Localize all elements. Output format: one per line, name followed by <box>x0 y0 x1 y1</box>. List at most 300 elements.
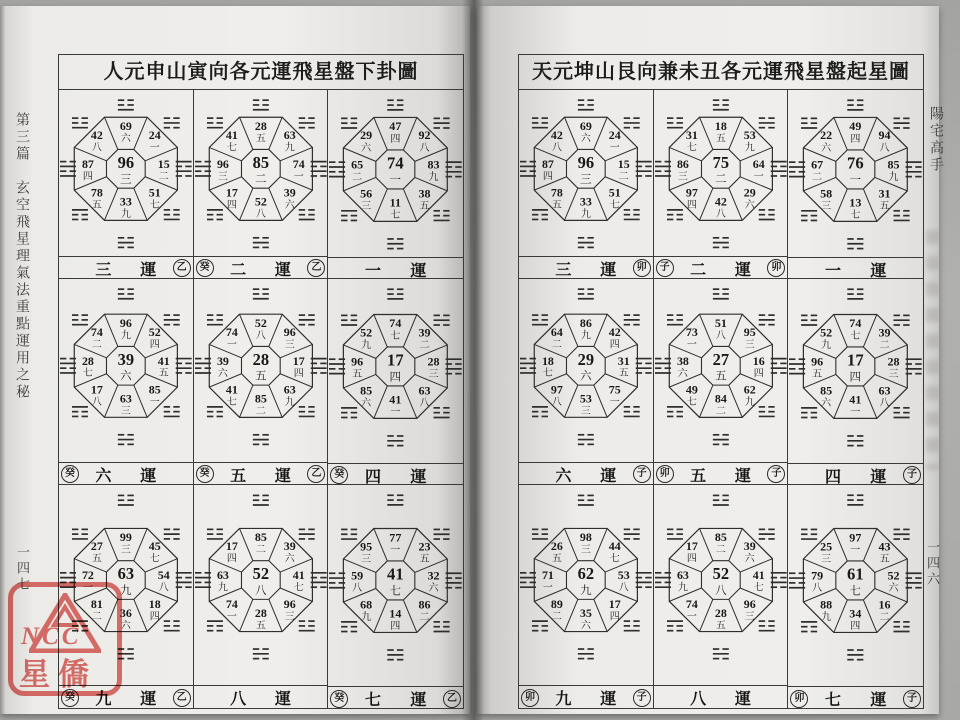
period-label-bar <box>788 686 923 709</box>
page-number-right: 一四六 <box>925 540 940 588</box>
center-period-number: 五 <box>254 370 267 383</box>
star-pair: 96 <box>811 354 824 369</box>
star-pair: 84 <box>714 391 727 406</box>
palace-number: 八 <box>715 209 726 221</box>
star-pair: 28 <box>254 605 267 620</box>
palace-number: 二 <box>255 406 266 418</box>
trigram-icon <box>176 162 192 176</box>
bracket-circle-right: 乙 <box>307 259 325 277</box>
star-pair: 14 <box>389 606 402 621</box>
palace-number: 三 <box>677 171 688 183</box>
palace-number: 八 <box>158 582 169 594</box>
palace-number: 一 <box>293 171 304 183</box>
trigram-icon <box>310 573 326 587</box>
octagon-chart <box>328 485 463 686</box>
palace-number: 四 <box>753 368 764 380</box>
flying-star-chart <box>194 279 328 462</box>
trigram-icon <box>388 495 404 505</box>
trigram-icon <box>176 359 192 373</box>
right-page-title: 天元坤山艮向兼未丑各元運飛星盤起星圖 <box>519 55 923 90</box>
period-label: 一 <box>364 262 381 280</box>
trigram-icon <box>667 210 683 220</box>
star-pair: 71 <box>541 568 554 583</box>
center-star-pair: 96 <box>577 152 595 172</box>
trigram-icon <box>329 359 345 373</box>
center-period-number: 二 <box>254 173 267 186</box>
trigram-icon <box>329 573 345 587</box>
flying-star-chart <box>59 279 193 462</box>
bracket-circle-left: 癸 <box>61 689 79 707</box>
bracket-circle-left: 癸 <box>196 259 214 277</box>
left-diagram-frame <box>58 54 464 709</box>
center-period-number: 六 <box>580 370 592 383</box>
trigram-icon <box>578 238 594 248</box>
period-label-bar <box>788 257 923 280</box>
bracket-circle-right: 乙 <box>443 690 461 708</box>
trigram-icon <box>894 315 910 325</box>
trigram-icon <box>298 118 314 128</box>
star-pair: 13 <box>849 195 862 210</box>
chapter-title: 第三篇 玄空飛星理氣法重點運用之秘 <box>14 112 29 401</box>
trigram-icon <box>624 210 640 220</box>
trigram-icon <box>118 100 134 110</box>
trigram-icon <box>164 529 180 539</box>
palace-number: 七 <box>542 368 553 380</box>
palace-number: 一 <box>609 142 620 154</box>
center-star-pair: 28 <box>252 349 269 369</box>
palace-number: 四 <box>226 200 237 212</box>
star-pair: 38 <box>676 353 689 368</box>
palace-number: 五 <box>715 620 726 632</box>
star-pair: 96 <box>743 596 756 611</box>
star-pair: 68 <box>360 597 373 612</box>
trigram-icon <box>341 408 357 418</box>
trigram-icon <box>789 573 805 587</box>
star-pair: 86 <box>579 315 592 330</box>
chart-cell <box>788 90 923 279</box>
palace-number: 二 <box>91 611 102 623</box>
chart-cell <box>654 90 789 279</box>
palace-number: 七 <box>226 142 237 154</box>
chart-cell <box>59 485 194 708</box>
star-pair: 74 <box>685 596 698 611</box>
octagon-chart <box>788 90 923 257</box>
trigram-icon <box>164 407 180 417</box>
star-pair: 63 <box>418 383 431 398</box>
chart-cell <box>519 90 654 279</box>
left-chart-grid <box>59 90 463 708</box>
star-pair: 63 <box>283 127 296 142</box>
palace-number: 三 <box>361 553 372 565</box>
palace-number: 六 <box>284 200 295 212</box>
star-pair: 69 <box>579 118 592 133</box>
trigram-icon <box>434 118 450 128</box>
trigram-icon <box>578 495 594 505</box>
run-label: 運 <box>600 691 617 708</box>
star-pair: 52 <box>254 194 267 209</box>
trigram-icon <box>655 162 671 176</box>
star-pair: 72 <box>81 568 94 583</box>
star-pair: 28 <box>81 353 94 368</box>
star-pair: 15 <box>617 156 630 171</box>
trigram-icon <box>164 315 180 325</box>
star-pair: 85 <box>254 391 267 406</box>
star-pair: 74 <box>225 324 238 339</box>
palace-number: 四 <box>609 339 620 351</box>
flying-star-chart <box>654 90 788 256</box>
trigram-icon <box>298 407 314 417</box>
star-pair: 22 <box>820 128 833 143</box>
page-number-left: 一四七 <box>15 545 30 593</box>
star-pair: 63 <box>878 383 891 398</box>
star-pair: 85 <box>820 383 833 398</box>
run-label: 運 <box>734 691 751 708</box>
center-star-pair: 52 <box>252 564 269 584</box>
palace-number: 一 <box>149 397 160 409</box>
period-label-bar <box>328 257 463 280</box>
period-label: 六 <box>95 467 112 485</box>
palace-number: 六 <box>361 398 372 410</box>
star-pair: 38 <box>418 186 431 201</box>
trigram-icon <box>164 621 180 631</box>
trigram-icon <box>195 359 211 373</box>
period-label: 三 <box>95 261 112 279</box>
palace-number: 二 <box>879 339 890 351</box>
palace-number: 九 <box>677 582 688 594</box>
period-label-bar <box>654 462 788 485</box>
palace-number: 一 <box>226 339 237 351</box>
palace-number: 七 <box>82 368 93 380</box>
palace-number: 五 <box>255 620 266 632</box>
chart-cell <box>328 485 463 708</box>
run-label: 運 <box>140 467 157 485</box>
palace-number: 三 <box>428 368 439 380</box>
star-pair: 42 <box>550 127 563 142</box>
star-pair: 63 <box>119 391 132 406</box>
palace-number: 五 <box>812 368 823 380</box>
star-pair: 39 <box>283 539 296 554</box>
star-pair: 47 <box>389 119 402 134</box>
center-period-number: 八 <box>714 584 727 597</box>
run-label: 運 <box>410 468 427 486</box>
trigram-icon <box>164 118 180 128</box>
left-page <box>0 6 470 714</box>
star-pair: 94 <box>878 128 891 143</box>
star-pair: 97 <box>685 185 698 200</box>
star-pair: 29 <box>360 128 373 143</box>
trigram-icon <box>195 162 211 176</box>
palace-number: 五 <box>879 553 890 565</box>
trigram-icon <box>532 407 548 417</box>
star-pair: 41 <box>849 392 862 407</box>
star-pair: 53 <box>579 391 592 406</box>
palace-number: 八 <box>352 583 363 595</box>
period-label-bar <box>654 685 788 708</box>
palace-number: 八 <box>879 142 890 154</box>
palace-number: 八 <box>255 330 266 342</box>
trigram-icon <box>578 289 594 299</box>
palace-number: 三 <box>580 406 591 418</box>
star-pair: 65 <box>351 157 364 172</box>
center-period-number: 三 <box>120 173 132 186</box>
palace-number: 一 <box>686 339 697 351</box>
trigram-icon <box>848 436 864 446</box>
trigram-icon <box>624 529 640 539</box>
run-label: 運 <box>870 692 887 709</box>
trigram-icon <box>72 407 88 417</box>
star-pair: 28 <box>887 354 900 369</box>
star-pair: 87 <box>541 156 554 171</box>
palace-number: 八 <box>419 398 430 410</box>
trigram-icon <box>446 359 462 373</box>
star-pair: 64 <box>550 324 563 339</box>
period-label-bar <box>59 685 193 708</box>
period-label-bar <box>519 685 653 708</box>
bracket-circle-right: 乙 <box>307 465 325 483</box>
period-label-bar <box>788 463 923 486</box>
book-title: 陽宅高手 <box>928 106 943 174</box>
palace-number: 六 <box>677 368 688 380</box>
trigram-icon <box>624 315 640 325</box>
star-pair: 64 <box>752 156 765 171</box>
palace-number: 二 <box>352 171 363 183</box>
star-pair: 53 <box>743 127 756 142</box>
star-pair: 95 <box>360 539 373 554</box>
trigram-icon <box>894 211 910 221</box>
trigram-icon <box>388 436 404 446</box>
palace-number: 七 <box>390 210 401 222</box>
star-pair: 52 <box>887 568 900 583</box>
octagon-chart <box>788 279 923 463</box>
palace-number: 八 <box>551 142 562 154</box>
trigram-icon <box>801 408 817 418</box>
trigram-icon <box>758 529 774 539</box>
octagon-chart <box>788 485 923 686</box>
trigram-icon <box>434 622 450 632</box>
palace-number: 三 <box>217 171 228 183</box>
center-period-number: 九 <box>580 584 592 597</box>
star-pair: 99 <box>119 530 132 545</box>
trigram-icon <box>532 118 548 128</box>
trigram-icon <box>713 495 729 505</box>
trigram-icon <box>72 529 88 539</box>
star-pair: 36 <box>119 605 132 620</box>
palace-number: 四 <box>149 339 160 351</box>
period-label-bar <box>519 462 653 485</box>
period-label: 五 <box>690 467 707 485</box>
run-label: 運 <box>410 262 427 280</box>
star-pair: 85 <box>360 383 373 398</box>
palace-number: 六 <box>744 200 755 212</box>
trigram-icon <box>310 162 326 176</box>
palace-number: 三 <box>821 201 832 213</box>
star-pair: 96 <box>283 324 296 339</box>
trigram-icon <box>207 407 223 417</box>
stamp-text-xingqiao: 星僑 <box>19 657 97 692</box>
palace-number: 四 <box>82 171 93 183</box>
center-star-pair: 61 <box>847 564 864 584</box>
star-pair: 81 <box>90 596 103 611</box>
palace-number: 五 <box>255 133 266 145</box>
star-pair: 78 <box>90 185 103 200</box>
star-pair: 26 <box>550 539 563 554</box>
octagon-chart <box>59 90 193 256</box>
center-star-pair: 17 <box>387 350 404 370</box>
palace-number: 七 <box>850 330 861 342</box>
star-pair: 17 <box>292 353 305 368</box>
palace-number: 七 <box>293 582 304 594</box>
star-pair: 58 <box>820 186 833 201</box>
run-label: 運 <box>870 262 887 280</box>
octagon-chart <box>519 90 653 256</box>
flying-star-chart <box>519 485 653 685</box>
palace-number: 三 <box>821 553 832 565</box>
palace-number: 一 <box>149 142 160 154</box>
palace-number: 五 <box>419 201 430 213</box>
star-pair: 63 <box>216 568 229 583</box>
octagon-chart <box>194 279 328 462</box>
trigram-icon <box>578 435 594 445</box>
star-pair: 67 <box>811 157 824 172</box>
palace-number: 六 <box>580 133 591 145</box>
trigram-icon <box>667 529 683 539</box>
trigram-icon <box>770 573 786 587</box>
star-pair: 79 <box>811 568 824 583</box>
period-label: 四 <box>364 468 381 486</box>
palace-number: 七 <box>850 210 861 222</box>
period-label-bar <box>194 256 328 279</box>
center-period-number: 四 <box>389 371 402 384</box>
trigram-icon <box>655 573 671 587</box>
trigram-icon <box>329 162 345 176</box>
palace-number: 三 <box>744 339 755 351</box>
trigram-icon <box>253 435 269 445</box>
period-label: 七 <box>364 692 381 709</box>
trigram-icon <box>388 650 404 660</box>
palace-number: 六 <box>361 142 372 154</box>
palace-number: 一 <box>753 171 764 183</box>
trigram-icon <box>801 211 817 221</box>
trigram-icon <box>801 118 817 128</box>
center-star-pair: 27 <box>712 349 729 369</box>
bracket-circle-right: 卯 <box>767 259 785 277</box>
trigram-icon <box>532 210 548 220</box>
center-period-number: 七 <box>849 585 862 598</box>
palace-number: 八 <box>879 398 890 410</box>
palace-number: 六 <box>821 398 832 410</box>
chart-cell <box>194 485 329 708</box>
bracket-circle-right: 子 <box>767 465 785 483</box>
palace-number: 六 <box>744 553 755 565</box>
center-star-pair: 17 <box>847 350 864 370</box>
trigram-icon <box>848 289 864 299</box>
star-pair: 33 <box>119 194 132 209</box>
trigram-icon <box>341 315 357 325</box>
star-pair: 54 <box>157 568 170 583</box>
trigram-icon <box>713 100 729 110</box>
chart-cell <box>654 279 789 485</box>
trigram-icon <box>667 118 683 128</box>
star-pair: 49 <box>849 119 862 134</box>
right-page <box>477 6 939 714</box>
trigram-icon <box>72 621 88 631</box>
run-label: 運 <box>734 467 751 485</box>
trigram-icon <box>253 495 269 505</box>
flying-star-chart <box>194 90 328 256</box>
trigram-icon <box>118 289 134 299</box>
trigram-icon <box>118 649 134 659</box>
run-label: 運 <box>600 467 617 485</box>
palace-number: 二 <box>419 612 430 624</box>
palace-number: 九 <box>744 397 755 409</box>
bracket-circle-right: 乙 <box>173 259 191 277</box>
palace-number: 九 <box>821 339 832 351</box>
star-pair: 56 <box>360 186 373 201</box>
flying-star-chart <box>654 485 788 685</box>
palace-number: 七 <box>149 553 160 565</box>
trigram-icon <box>520 359 536 373</box>
trigram-icon <box>758 621 774 631</box>
period-label: 九 <box>555 691 572 708</box>
center-star-pair: 29 <box>577 349 595 369</box>
trigram-icon <box>636 573 652 587</box>
star-pair: 59 <box>351 568 364 583</box>
octagon-chart <box>519 485 653 685</box>
octagon-chart <box>328 90 463 257</box>
star-pair: 41 <box>292 568 305 583</box>
chart-cell <box>194 90 329 279</box>
star-pair: 28 <box>427 354 440 369</box>
star-pair: 25 <box>820 539 833 554</box>
chart-cell <box>654 485 789 708</box>
trigram-icon <box>298 210 314 220</box>
palace-number: 七 <box>149 200 160 212</box>
palace-number: 七 <box>753 582 764 594</box>
trigram-icon <box>578 649 594 659</box>
trigram-icon <box>341 211 357 221</box>
star-pair: 63 <box>676 568 689 583</box>
palace-number: 四 <box>542 171 553 183</box>
bracket-circle-left: 卯 <box>790 690 808 708</box>
palace-number: 九 <box>888 171 899 183</box>
run-label: 運 <box>600 261 617 279</box>
trigram-icon <box>758 118 774 128</box>
trigram-icon <box>176 573 192 587</box>
palace-number: 一 <box>390 544 401 556</box>
star-pair: 52 <box>148 324 161 339</box>
flying-star-chart <box>788 279 923 463</box>
star-pair: 23 <box>418 539 431 554</box>
star-pair: 96 <box>216 156 229 171</box>
star-pair: 31 <box>617 353 630 368</box>
palace-number: 一 <box>609 397 620 409</box>
trigram-icon <box>253 238 269 248</box>
trigram-icon <box>770 162 786 176</box>
palace-number: 六 <box>120 620 131 632</box>
center-period-number: 二 <box>714 173 727 186</box>
bracket-circle-right: 子 <box>633 689 651 707</box>
trigram-icon <box>118 238 134 248</box>
center-star-pair: 75 <box>712 152 729 172</box>
trigram-icon <box>894 118 910 128</box>
right-chart-grid <box>519 90 923 708</box>
trigram-icon <box>341 529 357 539</box>
flying-star-chart <box>59 485 193 685</box>
star-pair: 42 <box>608 324 621 339</box>
palace-number: 五 <box>352 368 363 380</box>
star-pair: 17 <box>685 539 698 554</box>
trigram-icon <box>801 529 817 539</box>
